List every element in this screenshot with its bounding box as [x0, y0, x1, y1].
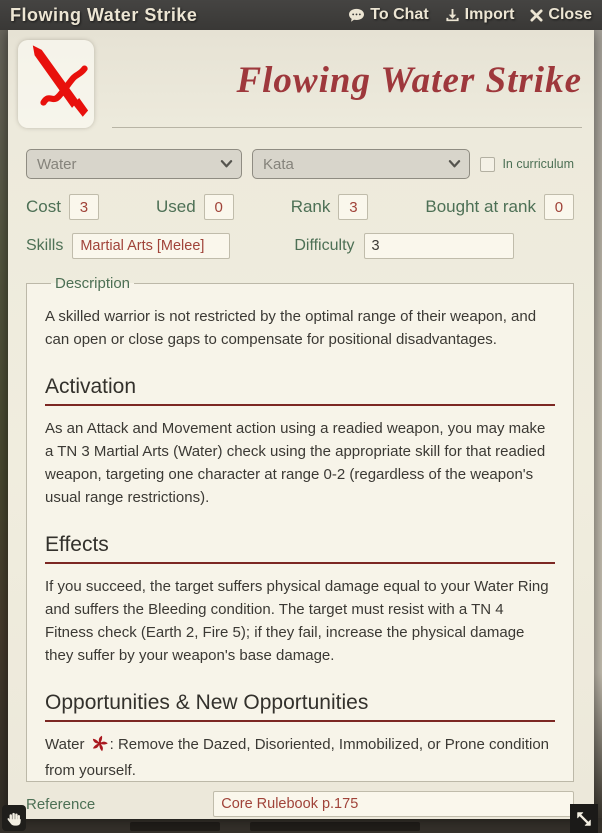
- item-title: Flowing Water Strike: [112, 46, 582, 128]
- description-legend: Description: [55, 275, 131, 292]
- red-sword-icon: [23, 43, 89, 126]
- in-curriculum-checkbox[interactable]: [480, 157, 495, 172]
- bought-at-rank-label: Bought at rank: [425, 197, 536, 216]
- chat-bubble-icon: [348, 8, 365, 23]
- effects-heading: Effects: [45, 533, 555, 564]
- close-label: Close: [548, 6, 592, 23]
- reference-input[interactable]: [213, 791, 574, 817]
- used-input[interactable]: [204, 194, 234, 220]
- bought-at-rank-group: [425, 194, 574, 220]
- type-select-wrap: [252, 149, 470, 179]
- cost-group: [26, 194, 99, 220]
- activation-text: As an Attack and Movement action using a readied weapon, you may make a TN 3 Martial Arts (Water) check using the appropriate skill for that readied weapon, targeting one character at range 0-2 (regardless of the weapon's usual range restrictions).: [45, 419, 546, 507]
- difficulty-input[interactable]: [364, 233, 514, 259]
- description-text: A skilled warrior is not restricted by the optimal range of their weapon, and can open or close gaps to compensate for positional disadvantages.: [45, 308, 537, 349]
- grab-hand-cursor-icon: [2, 805, 26, 831]
- ring-select-wrap: [26, 149, 242, 179]
- opportunities-text-suffix: : Remove the Dazed, Disoriented, Immobilized, or Prone condition from yourself.: [45, 735, 550, 779]
- used-label: Used: [155, 197, 196, 216]
- sheet-header: [18, 38, 582, 128]
- form-row-numbers: [26, 194, 574, 220]
- water-opportunity-icon: [91, 735, 108, 759]
- item-sheet-window: [8, 30, 594, 819]
- canvas-background-left: [0, 30, 8, 833]
- canvas-background-bottom: [0, 818, 602, 833]
- rank-label: Rank: [290, 197, 331, 216]
- skills-label: Skills: [26, 237, 64, 254]
- reference-row: [26, 791, 574, 817]
- background-blur-shape: [250, 822, 420, 831]
- opportunities-heading: Opportunities & New Opportunities: [45, 691, 555, 722]
- form-row-skills: [26, 233, 574, 259]
- window-titlebar[interactable]: [0, 0, 602, 30]
- in-curriculum-group: [480, 157, 574, 172]
- item-image-button[interactable]: [18, 40, 94, 128]
- ring-select[interactable]: [26, 149, 242, 179]
- skills-input[interactable]: [72, 233, 230, 259]
- activation-heading: Activation: [45, 375, 555, 406]
- resize-handle[interactable]: [570, 804, 598, 833]
- used-group: [156, 194, 234, 220]
- import-label: Import: [464, 6, 515, 23]
- rank-group: [291, 194, 369, 220]
- opportunities-text: [45, 733, 555, 783]
- to-chat-label: To Chat: [370, 6, 429, 23]
- cost-input[interactable]: [69, 194, 99, 220]
- cost-label: Cost: [26, 197, 61, 216]
- effects-text: If you succeed, the target suffers physical damage equal to your Water Ring and suffers the Bleeding condition. The target must resist with a TN 4 Fitness check (Earth 2, Fire 5); if they fail, increase the physical damage they suffer by your weapon's base damage.: [45, 577, 549, 665]
- form-row-selects: [26, 149, 574, 179]
- rank-input[interactable]: [338, 194, 368, 220]
- close-x-icon: [530, 9, 543, 22]
- bought-at-rank-input[interactable]: [544, 194, 574, 220]
- close-button[interactable]: [530, 6, 592, 24]
- reference-label: Reference: [26, 795, 96, 813]
- canvas-background-right: [594, 30, 602, 833]
- opportunities-text-prefix: Water: [45, 735, 85, 753]
- description-panel: [26, 275, 574, 782]
- difficulty-label: Difficulty: [294, 237, 355, 254]
- background-blur-shape: [130, 822, 220, 831]
- item-form: [18, 149, 582, 259]
- to-chat-button[interactable]: [348, 6, 428, 24]
- window-title: Flowing Water Strike: [10, 4, 198, 25]
- import-button[interactable]: [445, 6, 515, 24]
- technique-type-select[interactable]: [252, 149, 470, 179]
- download-icon: [445, 8, 460, 23]
- in-curriculum-label: In curriculum: [502, 157, 574, 171]
